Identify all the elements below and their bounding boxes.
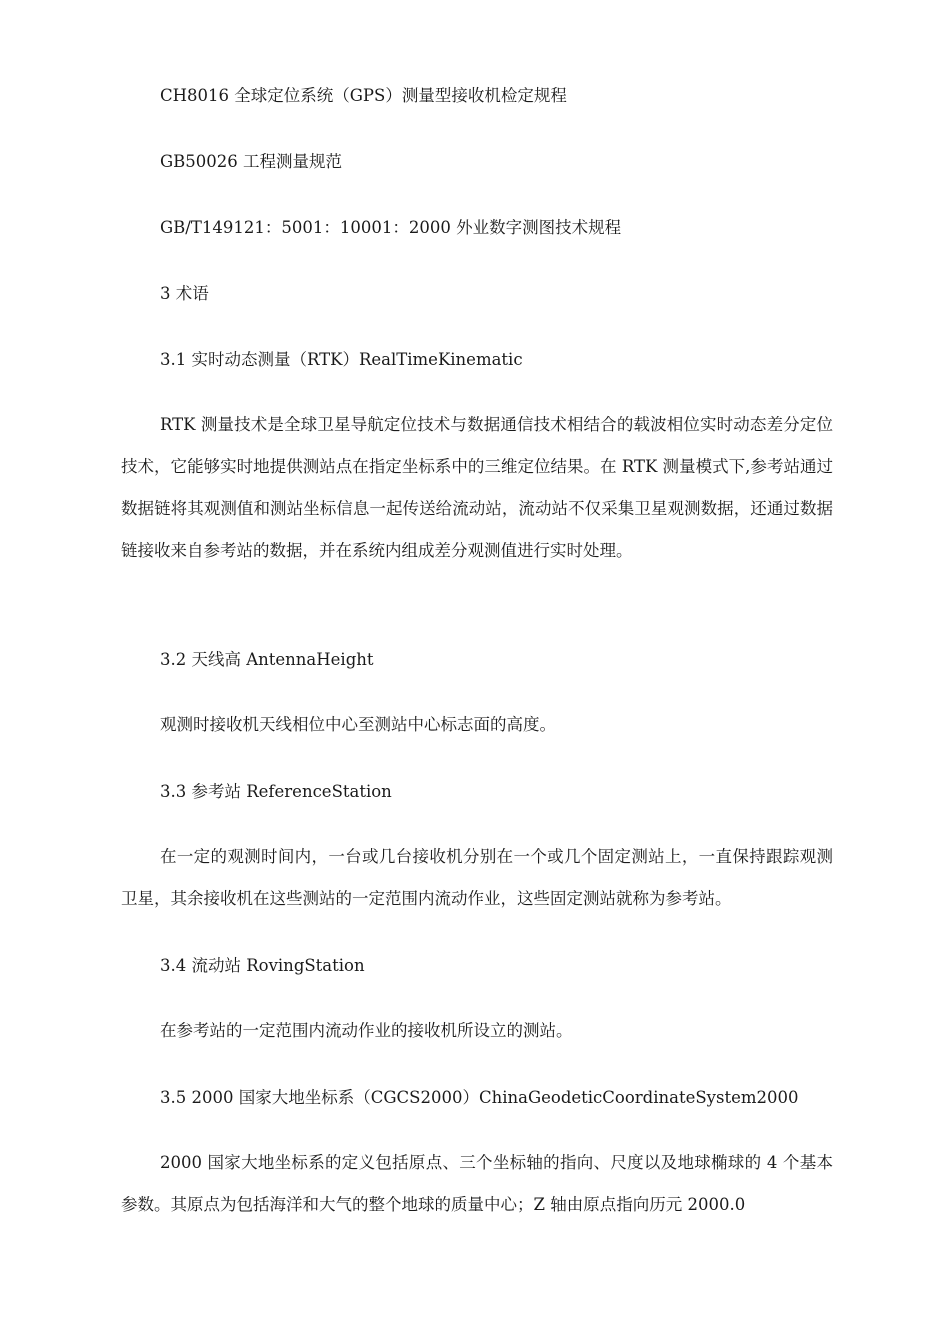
term-heading-rtk: 3.1 实时动态测量（RTK）RealTimeKinematic xyxy=(160,350,523,369)
term-heading-roving-station: 3.4 流动站 RovingStation xyxy=(160,956,365,975)
term-body-roving-station: 在参考站的一定范围内流动作业的接收机所设立的测站。 xyxy=(160,1021,573,1040)
term-heading-cgcs2000: 3.5 2000 国家大地坐标系（CGCS2000）ChinaGeodeticCoordinateSystem2000 xyxy=(160,1088,799,1107)
term-body-rtk: RTK 测量技术是全球卫星导航定位技术与数据通信技术相结合的载波相位实时动态差分定位技术，它能够实时地提供测站点在指定坐标系中的三维定位结果。在 RTK 测量模式下,参考站通过数据链将其观测值和测站坐标信息一起传送给流动站，流动站不仅采集卫星观测数据，还通过数据链接收来自参考站的数据，并在系统内组成差分观测值进行实时处理。 xyxy=(121,415,833,560)
term-body-cgcs2000: 2000 国家大地坐标系的定义包括原点、三个坐标轴的指向、尺度以及地球椭球的 4 个基本参数。其原点为包括海洋和大气的整个地球的质量中心；Z 轴由原点指向历元 2000.0 xyxy=(121,1153,833,1214)
term-body-reference-station: 在一定的观测时间内，一台或几台接收机分别在一个或几个固定测站上，一直保持跟踪观测卫星，其余接收机在这些测站的一定范围内流动作业，这些固定测站就称为参考站。 xyxy=(121,847,833,908)
term-heading-antenna-height: 3.2 天线高 AntennaHeight xyxy=(160,650,374,669)
section-heading-terms: 3 术语 xyxy=(160,284,209,303)
reference-gbt14912: GB/T149121：5001：10001：2000 外业数字测图技术规程 xyxy=(160,218,622,237)
reference-ch8016: CH8016 全球定位系统（GPS）测量型接收机检定规程 xyxy=(160,86,567,105)
reference-gb50026: GB50026 工程测量规范 xyxy=(160,152,343,171)
term-body-antenna-height: 观测时接收机天线相位中心至测站中心标志面的高度。 xyxy=(160,715,556,734)
term-heading-reference-station: 3.3 参考站 ReferenceStation xyxy=(160,782,392,801)
